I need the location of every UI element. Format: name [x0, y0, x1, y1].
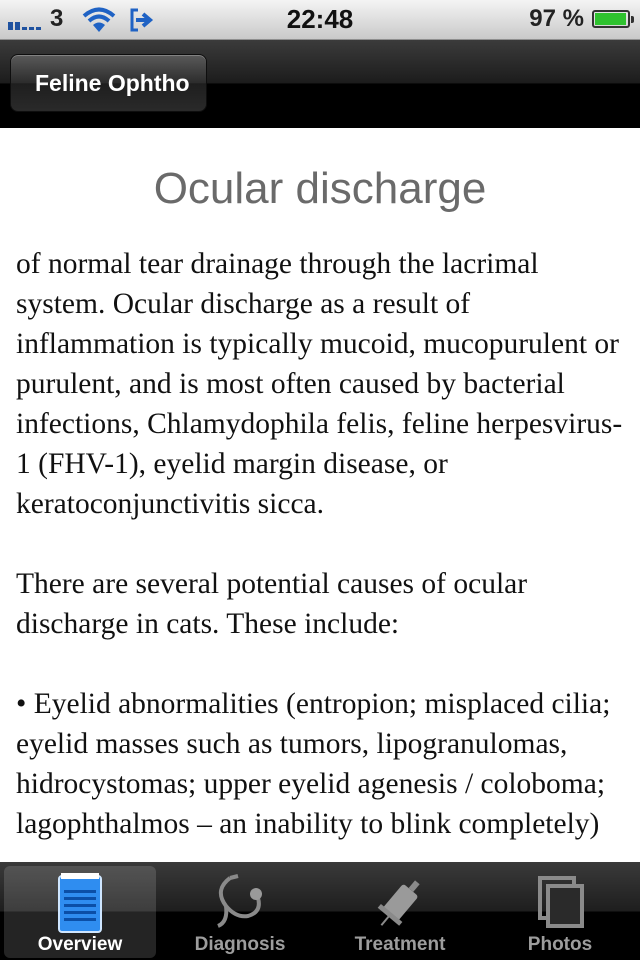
- back-button-label: Feline Ophtho: [35, 69, 190, 96]
- article-body: [16, 244, 626, 862]
- status-bar: [0, 0, 640, 40]
- paragraph: of normal tear drainage through the lacrimal system. Ocular discharge as a result of inflammation is typically mucoid, mucopurulent or purulent, and is most often caused by bacterial infections, Chlamydophila felis, feline herpesvirus-1 (FHV-1), eyelid margin disease, or keratoconjunctivitis sicca.: [16, 248, 623, 520]
- paragraph: There are several potential causes of ocular discharge in cats. These include:: [16, 568, 528, 640]
- tab-treatment[interactable]: [320, 862, 480, 960]
- tab-label: Treatment: [354, 934, 446, 955]
- article-content[interactable]: [0, 128, 640, 862]
- tab-label: Diagnosis: [194, 934, 286, 955]
- tab-label: Photos: [527, 934, 593, 955]
- back-button[interactable]: [10, 54, 207, 112]
- stethoscope-icon: [208, 872, 272, 934]
- syringe-icon: [368, 872, 432, 934]
- clock: 22:48: [286, 4, 354, 34]
- battery-percent: 97 %: [529, 5, 584, 32]
- navigation-bar: [0, 40, 640, 128]
- tab-photos[interactable]: [480, 862, 640, 960]
- battery-icon: [592, 10, 630, 28]
- tab-overview[interactable]: [0, 862, 160, 960]
- carrier-label: 3: [50, 5, 64, 32]
- notepad-icon: [48, 872, 112, 934]
- photos-icon: [528, 872, 592, 934]
- tab-bar: [0, 862, 640, 960]
- tab-diagnosis[interactable]: [160, 862, 320, 960]
- paragraph: • Eyelid abnormalities (entropion; misplaced cilia; eyelid masses such as tumors, lipogranulomas, hidrocystomas; upper eyelid agenesis / coloboma; lagophthalmos – an inability to blink completely): [16, 688, 611, 840]
- tab-label: Overview: [37, 934, 123, 955]
- page-title: Ocular discharge: [153, 164, 487, 213]
